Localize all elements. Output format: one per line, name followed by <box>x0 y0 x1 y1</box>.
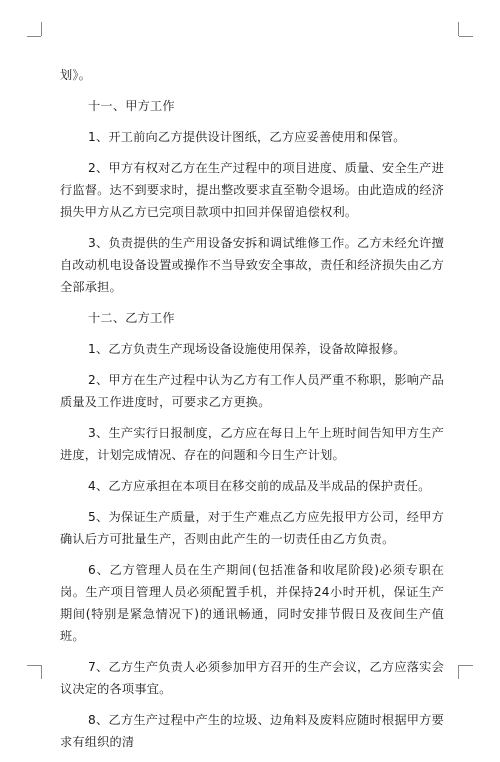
crop-mark-top-right-horizontal <box>459 36 473 37</box>
paragraph-b2: 2、甲方在生产过程中认为乙方有工作人员严重不称职，影响产品质量及工作进度时，可要求乙方更换。 <box>60 373 444 409</box>
paragraph-b5: 5、为保证生产质量，对于生产难点乙方应先报甲方公司，经甲方确认后方可批量生产，否则由此产生的一切责任由乙方负责。 <box>60 510 444 546</box>
crop-mark-bottom-right-horizontal <box>459 665 473 666</box>
crop-mark-top-left-horizontal <box>27 36 41 37</box>
section-heading-party-b-work: 十二、乙方工作 <box>88 311 175 325</box>
section-heading-party-a-work: 十一、甲方工作 <box>88 99 175 113</box>
paragraph-b6: 6、乙方管理人员在生产期间(包括准备和收尾阶段)必须专职在岗。生产项目管理人员必须配置手机，并保持24小时开机，保证生产期间(特别是紧急情况下)的通讯畅通，同时安排节假日及夜间生产值班。 <box>60 563 444 643</box>
paragraph-b7: 7、乙方生产负责人必须参加甲方召开的生产会议，乙方应落实会议决定的各项事宜。 <box>60 660 444 696</box>
paragraph-a1: 1、开工前向乙方提供设计图纸，乙方应妥善使用和保管。 <box>88 130 406 144</box>
paragraph-b3: 3、生产实行日报制度，乙方应在每日上午上班时间告知甲方生产进度，计划完成情况、存在的问题和今日生产计划。 <box>60 426 444 462</box>
crop-mark-top-left-vertical <box>41 22 42 36</box>
document-body <box>60 64 444 762</box>
paragraph-b8: 8、乙方生产过程中产生的垃圾、边角料及废料应随时根据甲方要求有组织的清 <box>60 713 444 749</box>
paragraph-a2: 2、甲方有权对乙方在生产过程中的项目进度、质量、安全生产进行监督。达不到要求时，提出整改要求直至勒令退场。由此造成的经济损失甲方从乙方已完项目款项中扣回并保留追偿权利。 <box>60 161 445 219</box>
crop-mark-top-right-vertical <box>458 22 459 36</box>
crop-mark-bottom-right-vertical <box>458 665 459 679</box>
paragraph-continuation: 划》。 <box>60 68 92 82</box>
crop-mark-bottom-left-horizontal <box>27 665 41 666</box>
paragraph-b4: 4、乙方应承担在本项目在移交前的成品及半成品的保护责任。 <box>88 479 431 493</box>
crop-mark-bottom-left-vertical <box>41 665 42 679</box>
paragraph-b1: 1、乙方负责生产现场设备设施使用保养，设备故障报修。 <box>88 342 406 356</box>
paragraph-a3: 3、负责提供的生产用设备安拆和调试维修工作。乙方未经允许擅自改动机电设备设置或操作不当导致安全事故，责任和经济损失由乙方全部承担。 <box>60 236 445 294</box>
